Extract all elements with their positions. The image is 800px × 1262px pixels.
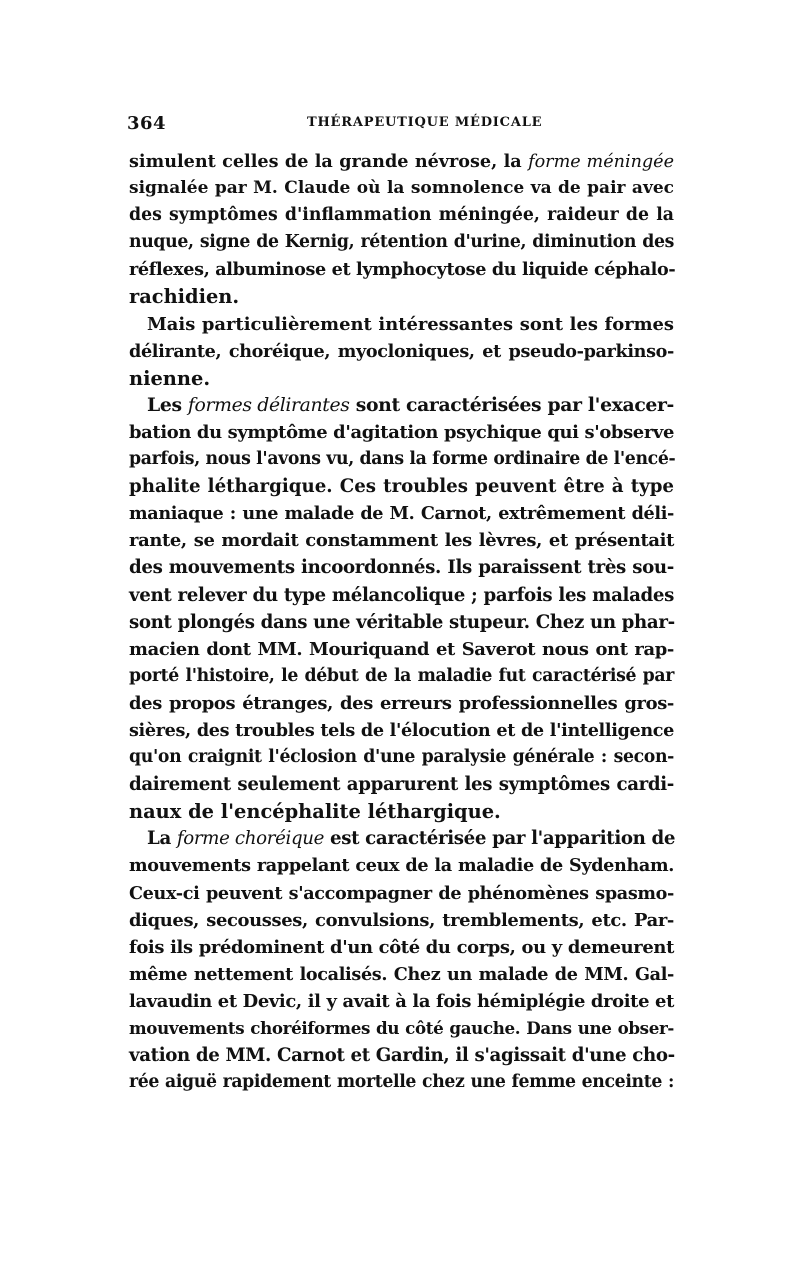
running-title: THÉRAPEUTIQUE MÉDICALE <box>307 115 543 130</box>
text-line: parfois, nous l'avons vu, dans la forme ordinaire de l'encé- <box>129 449 676 470</box>
text-line: des symptômes d'inflammation méningée, raideur de la <box>129 205 674 226</box>
text-line: macien dont MM. Mouriquand et Saverot nous ont rap- <box>129 638 674 660</box>
text-line: dairement seulement apparurent les symptômes cardi- <box>129 774 674 796</box>
text-line: qu'on craignit l'éclosion d'une paralysie générale : secon- <box>129 747 674 768</box>
text-line: rante, se mordait constamment les lèvres, et présentait <box>129 530 674 552</box>
text-line: porté l'histoire, le début de la maladie fut caractérisé par <box>129 665 674 686</box>
text-line: fois ils prédominent d'un côté du corps, ou y demeurent <box>129 936 674 958</box>
text-line: mouvements choréiformes du côté gauche. Dans une obser- <box>129 1018 674 1038</box>
body-text <box>129 148 674 1096</box>
text-line: lavaudin et Devic, il y avait à la fois hémiplégie droite et <box>129 990 674 1012</box>
text-line: sont plongés dans une véritable stupeur. Chez un phar- <box>129 611 675 633</box>
text-line: signalée par M. Claude où la somnolence va de pair avec <box>129 178 674 199</box>
text-line: des propos étranges, des erreurs professionnelles gros- <box>129 692 674 714</box>
text-line: rée aiguë rapidement mortelle chez une femme enceinte : <box>129 1072 674 1093</box>
paragraph-start-line: La forme choréique est caractérisée par l'apparition de <box>147 828 676 850</box>
text-line: diques, secousses, convulsions, tremblements, etc. Par- <box>129 909 674 931</box>
text-line: nienne. <box>129 366 211 390</box>
text-line: phalite léthargique. Ces troubles peuvent être à type <box>129 476 674 498</box>
text-line: bation du symptôme d'agitation psychique qui s'observe <box>129 421 674 443</box>
page-number: 364 <box>127 113 167 134</box>
text-line: réflexes, albuminose et lymphocytose du liquide céphalo- <box>129 259 676 281</box>
text-line: vation de MM. Carnot et Gardin, il s'agissait d'une cho- <box>129 1045 675 1067</box>
text-line: naux de l'encéphalite léthargique. <box>129 800 501 824</box>
page-header <box>127 113 677 139</box>
text-line: Ceux-ci peuvent s'accompagner de phénomènes spasmo- <box>129 882 674 904</box>
text-line: maniaque : une malade de M. Carnot, extrêmement déli- <box>129 503 674 525</box>
text-line: simulent celles de la grande névrose, la forme méningée <box>129 151 674 172</box>
text-line: même nettement localisés. Chez un malade de MM. Gal- <box>129 963 674 985</box>
text-line: des mouvements incoordonnés. Ils paraissent très sou- <box>129 557 674 579</box>
paragraph-start-line: Mais particulièrement intéressantes sont les formes <box>147 313 674 335</box>
text-line: délirante, choréique, myocloniques, et pseudo-parkinso- <box>129 340 674 362</box>
text-line: rachidien. <box>129 285 240 309</box>
text-line: sières, des troubles tels de l'élocution et de l'intelligence <box>129 719 674 741</box>
paragraph-start-line: Les formes délirantes sont caractérisées par l'exacer- <box>147 393 675 416</box>
text-line: vent relever du type mélancolique ; parfois les malades <box>129 584 674 606</box>
text-line: mouvements rappelant ceux de la maladie de Sydenham. <box>129 855 674 877</box>
text-line: nuque, signe de Kernig, rétention d'urine, diminution des <box>129 232 674 253</box>
